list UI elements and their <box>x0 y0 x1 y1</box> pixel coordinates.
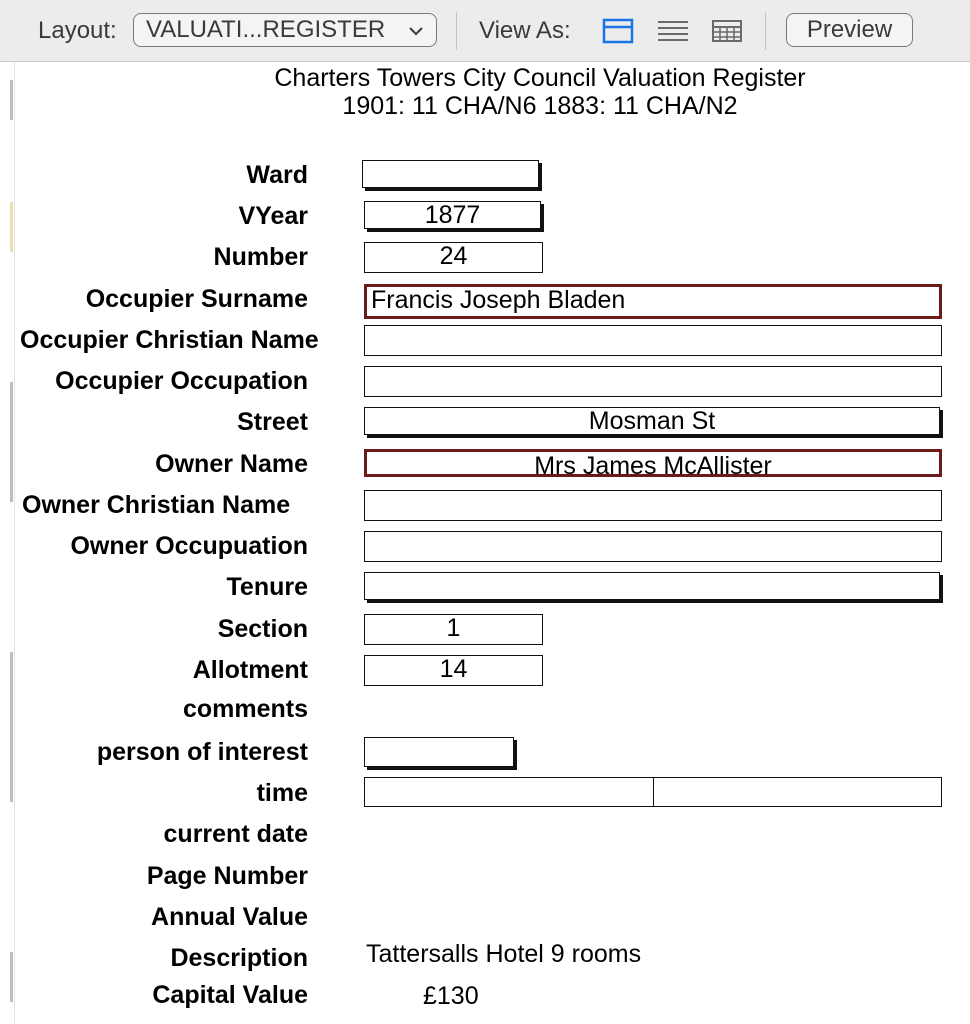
vyear-label: VYear <box>238 202 308 230</box>
occupier-surname-field[interactable]: Francis Joseph Bladen <box>364 284 942 319</box>
gutter-mark <box>10 652 13 802</box>
person-of-interest-label: person of interest <box>96 738 308 766</box>
layout-select[interactable] <box>133 13 437 47</box>
owner-christian-name-field[interactable] <box>364 490 942 521</box>
chevron-down-icon <box>409 26 423 36</box>
street-label: Street <box>237 408 308 436</box>
gutter-mark <box>10 202 13 252</box>
occupier-occupation-field[interactable] <box>364 366 942 397</box>
capital-value-value: £130 <box>423 982 479 1010</box>
table-view-icon[interactable] <box>711 18 743 44</box>
page-title-line2: 1901: 11 CHA/N6 1883: 11 CHA/N2 <box>342 92 738 120</box>
layout-label: Layout: <box>38 17 117 44</box>
number-label: Number <box>213 243 308 271</box>
occupier-occupation-label: Occupier Occupation <box>55 367 308 395</box>
preview-button[interactable]: Preview <box>786 13 913 47</box>
number-field[interactable]: 24 <box>364 242 543 273</box>
annual-value-label: Annual Value <box>151 903 308 931</box>
occupier-christian-name-label: Occupier Christian Name <box>20 326 319 354</box>
street-field[interactable]: Mosman St <box>364 407 940 435</box>
gutter-mark <box>10 952 13 1002</box>
vyear-field[interactable]: 1877 <box>364 201 541 229</box>
capital-value-label: Capital Value <box>152 981 308 1009</box>
owner-name-label: Owner Name <box>155 450 308 478</box>
allotment-label: Allotment <box>192 656 308 684</box>
current-date-label: current date <box>163 820 308 848</box>
allotment-field[interactable]: 14 <box>364 655 543 686</box>
owner-occupation-label: Owner Occupuation <box>70 532 308 560</box>
view-as-label: View As: <box>479 17 571 44</box>
comments-label: comments <box>182 695 308 723</box>
time-field-secondary[interactable] <box>653 777 942 807</box>
tenure-field[interactable] <box>364 572 940 600</box>
time-label: time <box>256 779 308 807</box>
layout-select-value: VALUATI...REGISTER <box>146 16 386 43</box>
form-view-icon[interactable] <box>602 18 634 44</box>
section-field[interactable]: 1 <box>364 614 543 645</box>
layout-gutter <box>0 62 15 1024</box>
person-of-interest-field[interactable] <box>364 737 514 767</box>
page-title-line1: Charters Towers City Council Valuation Register <box>274 64 806 92</box>
description-value: Tattersalls Hotel 9 rooms <box>366 940 642 968</box>
description-label: Description <box>170 944 308 972</box>
ward-label: Ward <box>246 161 308 189</box>
layout-toolbar <box>0 0 970 62</box>
owner-christian-name-label: Owner Christian Name <box>22 491 291 519</box>
owner-name-field[interactable]: Mrs James McAllister <box>364 449 942 477</box>
gutter-mark <box>10 382 13 502</box>
toolbar-divider <box>765 12 766 50</box>
occupier-christian-name-field[interactable] <box>364 325 942 356</box>
page-number-label: Page Number <box>146 862 308 890</box>
tenure-label: Tenure <box>226 573 308 601</box>
time-field[interactable] <box>364 777 655 807</box>
owner-occupation-field[interactable] <box>364 531 942 562</box>
page-title <box>0 64 970 120</box>
toolbar-divider <box>456 12 457 50</box>
list-view-icon[interactable] <box>657 18 689 44</box>
ward-field[interactable] <box>362 160 539 188</box>
section-label: Section <box>217 615 308 643</box>
occupier-surname-label: Occupier Surname <box>85 285 308 313</box>
